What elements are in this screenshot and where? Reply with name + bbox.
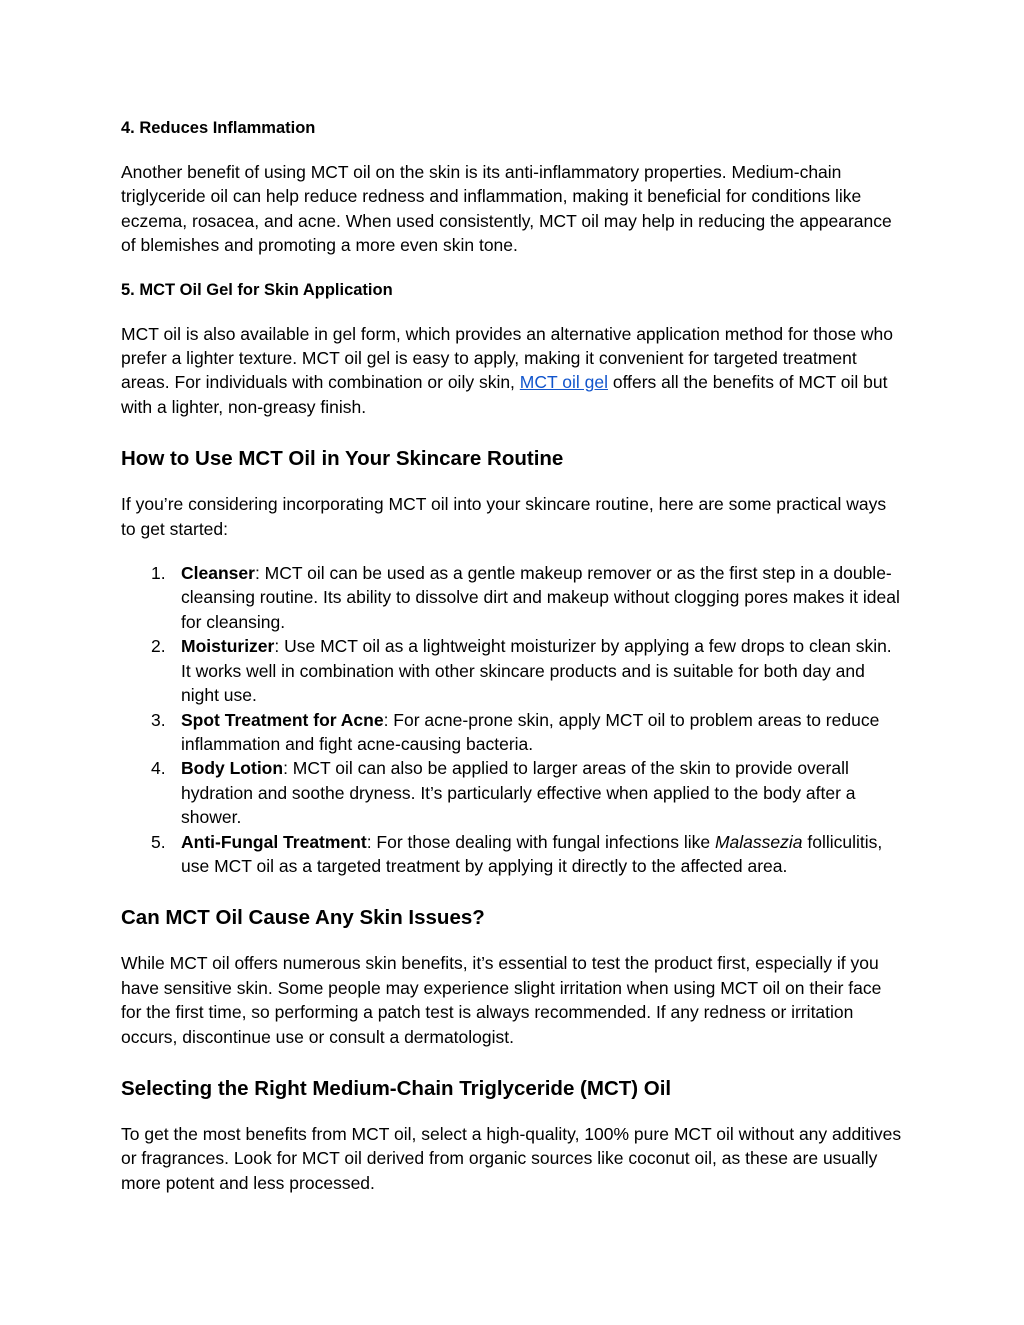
list-text: folliculitis, use MCT oil as a targeted treatment by applying it directly to the affected area. [181,831,883,876]
document-page [121,116,905,1195]
heading-how-to-use: How to Use MCT Oil in Your Skincare Routine [121,447,564,471]
list-item [121,634,905,707]
list-item [121,830,905,879]
list-number: 3. [151,709,166,730]
list-term: Cleanser [181,563,255,584]
paragraph-reduces-inflammation: Another benefit of using MCT oil on the skin is its anti-inflammatory properties. Medium-chain triglyceride oil can help reduce redness and inflammation, making it beneficial for conditions like eczema, rosacea, and acne. When used consistently, MCT oil may help in reducing the appearance of blemishes and promoting a more even skin tone. [121,162,892,256]
section-heading-mct-oil-gel: 5. MCT Oil Gel for Skin Application [121,280,393,299]
list-text: : MCT oil can be used as a gentle makeup remover or as the first step in a double-cleansing routine. Its ability to dissolve dirt and makeup without clogging pores makes it ideal for cleansing. [181,563,900,632]
list-item [121,708,905,757]
list-text: : MCT oil can also be applied to larger areas of the skin to provide overall hydration and soothe dryness. It’s particularly effective when applied to the body after a shower. [181,758,856,828]
list-number: 5. [151,831,166,852]
paragraph-selecting-oil: To get the most benefits from MCT oil, select a high-quality, 100% pure MCT oil without any additives or fragrances. Look for MCT oil derived from organic sources like coconut oil, as these are usually more potent and less processed. [121,1123,902,1193]
list-item [121,756,905,829]
list-term: Spot Treatment for Acne [181,709,384,730]
list-text: : For those dealing with fungal infections like [366,831,715,852]
heading-skin-issues: Can MCT Oil Cause Any Skin Issues? [121,906,485,930]
paragraph-skin-issues: While MCT oil offers numerous skin benefits, it’s essential to test the product first, especially if you have sensitive skin. Some people may experience slight irritation when using MCT oil on their face for the first time, so performing a patch test is always recommended. If any redness or irritation occurs, discontinue use or consult a dermatologist. [121,953,882,1047]
list-term: Anti-Fungal Treatment [181,831,367,852]
mct-oil-gel-link[interactable]: MCT oil gel [519,372,608,393]
list-term: Moisturizer [181,636,275,657]
list-italic-term: Malassezia [714,831,803,852]
list-text: : For acne-prone skin, apply MCT oil to problem areas to reduce inflammation and fight acne-causing bacteria. [181,709,880,754]
paragraph-text: offers all the benefits of MCT oil but with a lighter, non-greasy finish. [121,372,888,417]
paragraph-text: MCT oil is also available in gel form, which provides an alternative application method for those who prefer a lighter texture. MCT oil gel is easy to apply, making it convenient for targeted treatment areas. For individuals with combination or oily skin, [121,323,894,393]
list-item [121,561,905,634]
paragraph-mct-oil-gel [121,322,905,420]
heading-selecting-oil: Selecting the Right Medium-Chain Triglyceride (MCT) Oil [121,1076,672,1100]
section-heading-reduces-inflammation: 4. Reduces Inflammation [121,119,316,137]
list-term: Body Lotion [181,758,284,779]
list-number: 4. [151,758,166,779]
list-number: 1. [151,563,166,584]
list-text: : Use MCT oil as a lightweight moisturizer by applying a few drops to clean skin. It works well in combination with other skincare products and is suitable for both day and night use. [181,636,892,706]
skincare-steps-list [121,561,905,878]
paragraph-how-to-intro: If you’re considering incorporating MCT oil into your skincare routine, here are some practical ways to get started: [121,494,887,539]
list-number: 2. [151,636,166,657]
